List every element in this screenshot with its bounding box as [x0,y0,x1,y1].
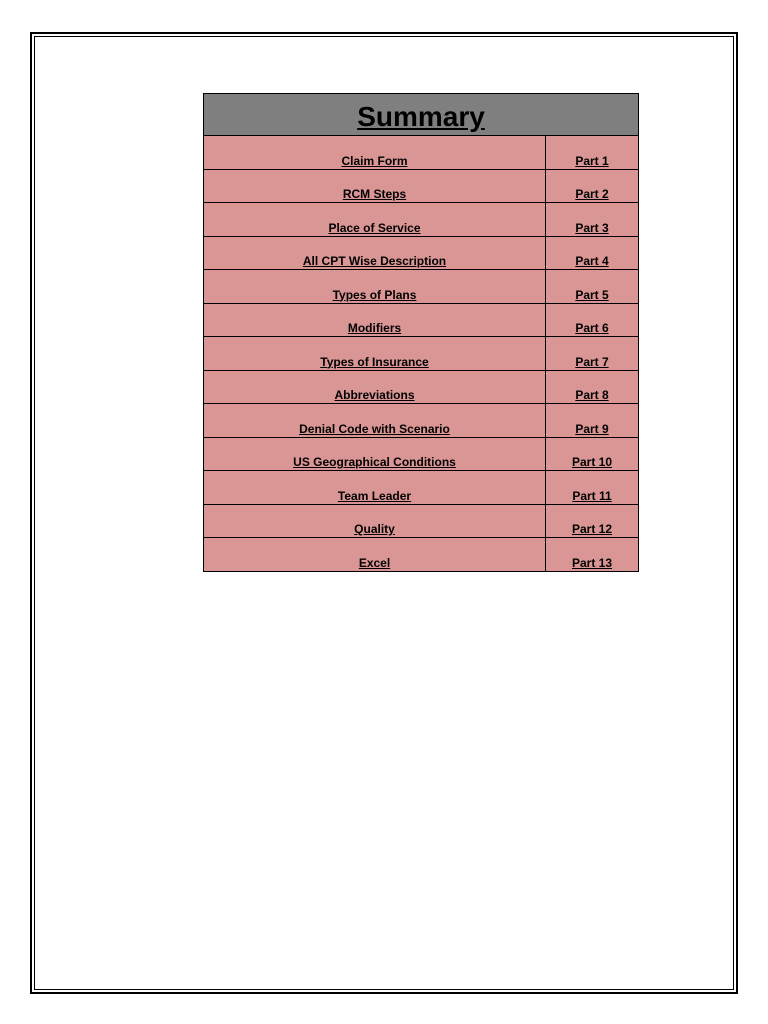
part-cell [546,370,639,404]
table-row [204,471,639,505]
topic-cell [204,471,546,505]
table-row [204,538,639,572]
table-row [204,136,639,170]
topic-link[interactable]: Types of Plans [332,287,417,302]
topic-cell [204,270,546,304]
part-cell [546,169,639,203]
topic-cell [204,437,546,471]
table-row [204,303,639,337]
part-link[interactable]: Part 7 [575,354,609,369]
part-link[interactable]: Part 2 [575,187,609,201]
part-link[interactable]: Part 4 [575,254,609,268]
part-link[interactable]: Part 13 [571,555,613,570]
table-row [204,203,639,237]
topic-link[interactable]: Denial Code with Scenario [299,421,450,436]
topic-link[interactable]: Team Leader [337,488,412,503]
table-row [204,437,639,471]
summary-title-cell [204,94,639,136]
part-cell [546,236,639,270]
part-link[interactable]: Part 11 [572,488,612,503]
part-link[interactable]: Part 6 [575,321,609,335]
part-cell [546,437,639,471]
topic-cell [204,169,546,203]
part-cell [546,270,639,304]
part-cell [546,303,639,337]
topic-cell [204,236,546,270]
topic-cell [204,370,546,404]
topic-cell [204,136,546,170]
part-link[interactable]: Part 1 [575,153,609,168]
topic-cell [204,504,546,538]
part-link[interactable]: Part 10 [571,455,613,469]
table-row [204,404,639,438]
topic-link[interactable]: US Geographical Conditions [293,455,456,469]
topic-link[interactable]: Claim Form [341,153,408,168]
part-link[interactable]: Part 8 [575,388,609,402]
table-row [204,504,639,538]
part-link[interactable]: Part 12 [571,522,613,536]
part-link[interactable]: Part 9 [575,421,609,436]
table-row [204,370,639,404]
part-link[interactable]: Part 3 [575,220,609,235]
table-row [204,337,639,371]
topic-link[interactable]: Types of Insurance [320,354,429,369]
summary-table [203,93,639,572]
topic-link[interactable]: Quality [354,522,395,536]
part-cell [546,203,639,237]
topic-link[interactable]: RCM Steps [342,187,407,201]
summary-title: Summary [357,101,485,132]
part-link[interactable]: Part 5 [575,287,609,302]
topic-link[interactable]: Excel [358,555,391,570]
topic-cell [204,538,546,572]
topic-cell [204,303,546,337]
part-cell [546,471,639,505]
part-cell [546,538,639,572]
topic-link[interactable]: Modifiers [347,321,402,335]
part-cell [546,136,639,170]
topic-cell [204,203,546,237]
table-row [204,236,639,270]
part-cell [546,404,639,438]
table-row [204,169,639,203]
part-cell [546,504,639,538]
part-cell [546,337,639,371]
topic-cell [204,337,546,371]
topic-link[interactable]: Abbreviations [334,388,415,402]
summary-header-row [204,94,639,136]
table-row [204,270,639,304]
topic-link[interactable]: Place of Service [328,220,421,235]
topic-link[interactable]: All CPT Wise Description [302,254,447,268]
topic-cell [204,404,546,438]
